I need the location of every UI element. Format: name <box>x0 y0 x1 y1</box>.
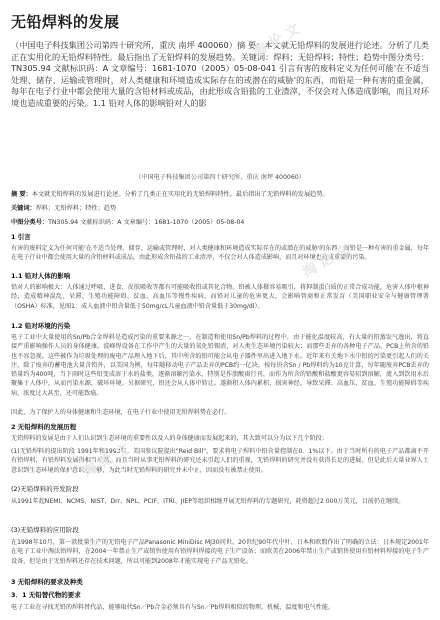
document-title: 无铅焊料的发展 <box>11 13 120 31</box>
section-3-1-paragraph: 电子工业在寻找无铅的焊料替代品，能够取代Sn／Pb合金必须具有与Sn／Pb焊料相似的物理、机械、温度和电气性能。 <box>11 604 335 611</box>
section-2-title: 2 无铅焊料的发展历程 <box>11 423 77 431</box>
section-2-stage-1: (1)无铅焊料的提出阶段 1991年和1993年，美国参议院提出"Reid Bill"，要求将电子焊料中铅含量控制在0．1%以下。由于当时所有的电子产品都离不开有铅焊料，有铅焊料发展得相当成熟，而且当时从事无铅焊料的研究还未引起人们的重视，无铅焊料的研究并没有获得长足的进展，但是此后大量业界人士意识到生态环境的保护意识还不够，为此当时无铅焊料的研究并未中止，因而没有被禁止使用。 <box>11 448 429 474</box>
section-1-2-paragraph-2: 因此，为了保护人的身体健康和生态环境，在电子行业中使用无铅焊料势在必行。 <box>11 409 231 416</box>
classification <box>11 218 429 227</box>
keywords-text: 焊料；无铅焊料；特性；趋势 <box>35 205 117 212</box>
section-2-stage-3: 在1998年10月，第一款批量生产的无铅电子产品Panasonic MiniDisc MJ30问世。20世纪90年代中叶，日本和欧盟作出了明确的立法：日本规定2001年在电子工业中淘汰铅焊料，在2004一年禁止生产或销售使用有铅焊料焊接的电子生产设备；而欧美在2006年禁止生产或销售使用有铅材料焊接的电子生产设备，但是由于无铅焊料还存在技术问题，所以可能到2008年才能实现电子产品无铅化。 <box>11 539 429 565</box>
section-3-1-title: 3．1 无铅替代物的要求 <box>11 591 81 599</box>
section-3-title: 3 无铅焊料的要求及种类 <box>11 578 83 586</box>
clc-text: TN305.94 文献标识码：A 文章编号：1681-1070（2005）05-08-04 <box>48 219 245 226</box>
keywords-label: 关键词： <box>11 205 36 212</box>
section-2-stage-3-title: (3)无铅焊料的应用阶段 <box>11 526 79 534</box>
clc-label: 中图分类号： <box>11 219 49 226</box>
section-1-1-paragraph: 铅对人的影响极大：人体通过呼吸、进食、皮肤吸收等都有可能吸收铅或其化合物。铅被人体摄容易吸引，将抑制蛋白质的正常合成功能，危害人体中枢神经，造成精神混乱、呆滞、生殖功能障碍、贫血、高血压等慢性疾病。而铅对儿童的危害更大，会影响智商和正常发育（美国职业安全与健康管理署（OSHA）标准，见图1：成人血液中铅含量低于50mg/cL儿童血液中铅含量低于30mg/dl）。 <box>11 284 429 310</box>
watermark: 淘 论 文 <box>249 21 303 61</box>
abstract <box>11 190 429 199</box>
section-2-stage-2-title: (2)无铅焊料的开发阶段 <box>11 485 79 493</box>
section-1-1-title: 1.1 铅对人体的影响 <box>11 272 71 280</box>
header-abstract: （中国电子科技集团公司第四十研究所，重庆 南坪 400060）摘 要：本文就无铅焊料的发展进行论述。分析了几类正在实用化的无铅焊料特性。最后指出了无铅焊料的发展趋势。关键词：焊料；无铅焊料；特性；趋势中图分类号：TN305.94 文献标识码：A 文章编号：1681-1070（2005）05-08-041 引言有害的废料定义为任何可能'在不适当处理、储存、运输或管理时，对人类健康和环境造成实际存在的或潜在的威胁'的东西，而铅是一种有害的重金属，每年在电子行业中都会使用大量的含铅材料或成品，由此形成含铅盐的工业渣滓，不仅会对人体造成影响，而且对环境也造成重要的污染。1.1 铅对人体的影响铅对人的影 <box>11 40 429 108</box>
section-1-paragraph: 有害的废料定义为任何可能'在不适当处理、储存、运输或管理时，对人类健康和环境造成实际存在的或潜在的威胁'的东西，而铅是一种有害的重金属，每年在电子行业中都会使用大量的含铅材料或成品，由此形成含铅盐的工业渣滓，不仅会对人体造成影响，而且对环境也造成重要的污染。 <box>11 245 429 262</box>
abstract-text: 本文就无铅焊料的发展进行论述。分析了几类正在实用化的无铅焊料特性。最后指出了无铅焊料的发展趋势。 <box>31 191 329 198</box>
abstract-label: 摘 要： <box>11 191 32 198</box>
keywords <box>11 204 429 213</box>
section-2-paragraph: 无铅焊料的发展是由于人们认识到生态环境的重要性以及人的身体健康而发展起来的，其大致可以分为以下几个阶段： <box>11 435 328 442</box>
watermark: 淘 论 文 <box>79 441 133 481</box>
section-2-stage-2: 从1991年起NEMI、NCMS、NIST、Drr、NPL、PCIF、ITRI、JIEP等组织相继开展无铅焊料的专题研究，耗资超过2 000万美元，目前仍在继续。 <box>11 498 405 505</box>
section-1-2-paragraph: 电子工业中大量使用的Sn/Pb合金焊料是造成污染的重要来源之一。在制造和使用Sn/Pb焊料的过程中，由于能化温度较高，有大量的铅蒸发气逸出，将直接严重影响操作人员的身体健康。波峰焊设备在工作中产生的大量的氧化铅锡渣，对人类生态环境污染较大；而那些丢弃的各种电子产品、PCB上所含的铅也不容忽视。这些被作为垃圾处理的废电产品埋入地下后，其中所含的铅可能会从电子器件里出进入地下水。近年来有关地下水中铅的污染更引起人们的关注，除了废弃的蓄电池大量含铅外，以美国为例，每年随移动电子产品丢弃的PCB约一亿块，按每块含Sn / Pb焊料约为10克计算，每年随废弃PCB丢弃的铅量约为400吨，当下雨时这些铅变成溶于水的盐类，逐渐溶解污染水，特别是作溃酸雨行刊，而作为所含的铅酸和盐酸更容易招到溶解，流入到饮用水后聚集于人体中，从而污染水源，破坏环境。另据研究，铅还会从人体中转让。遂渐积人体内累积，损害神经，导致呆滞、高血压、贫血、生殖功能障碍等疾病，浓度过大甚至，还可能致癌。 <box>11 334 429 397</box>
section-1-title: 1 引言 <box>11 233 31 241</box>
watermark: 淘 论 文 <box>299 241 353 281</box>
section-1-2-title: 1.2 铅对环境的污染 <box>11 322 71 330</box>
affiliation: （中国电子科技集团公司第四十研究所，重庆 南坪 400060） <box>135 174 305 181</box>
